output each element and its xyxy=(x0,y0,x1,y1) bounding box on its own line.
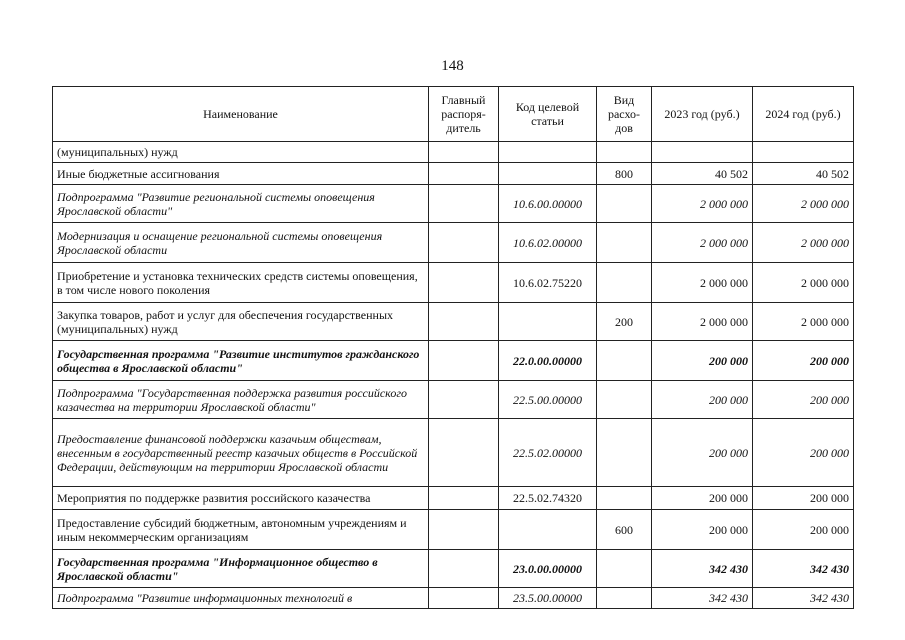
cell-y2023: 200 000 xyxy=(652,341,753,381)
cell-manager xyxy=(429,303,499,341)
cell-kind xyxy=(597,263,652,303)
table-row xyxy=(53,185,854,223)
header-kind: Вид расхо-дов xyxy=(597,87,652,142)
cell-code xyxy=(499,142,597,163)
cell-kind xyxy=(597,185,652,223)
cell-kind: 600 xyxy=(597,510,652,550)
cell-name: Предоставление субсидий бюджетным, автономным учреждениям и иным некоммерческим организациям xyxy=(53,510,429,550)
cell-y2024 xyxy=(753,142,854,163)
cell-y2024: 200 000 xyxy=(753,381,854,419)
cell-y2024: 200 000 xyxy=(753,341,854,381)
cell-y2023: 2 000 000 xyxy=(652,263,753,303)
cell-y2023: 200 000 xyxy=(652,510,753,550)
table-row xyxy=(53,419,854,487)
cell-y2023: 200 000 xyxy=(652,487,753,510)
cell-code: 22.5.02.00000 xyxy=(499,419,597,487)
cell-name: Закупка товаров, работ и услуг для обеспечения государственных (муниципальных) нужд xyxy=(53,303,429,341)
cell-y2023: 200 000 xyxy=(652,381,753,419)
cell-kind xyxy=(597,588,652,609)
table-row xyxy=(53,303,854,341)
table-row xyxy=(53,142,854,163)
table-row xyxy=(53,163,854,185)
table-row xyxy=(53,341,854,381)
cell-y2024: 2 000 000 xyxy=(753,263,854,303)
cell-manager xyxy=(429,263,499,303)
cell-code: 23.0.00.00000 xyxy=(499,550,597,588)
cell-name: Иные бюджетные ассигнования xyxy=(53,163,429,185)
cell-y2023: 200 000 xyxy=(652,419,753,487)
cell-manager xyxy=(429,341,499,381)
cell-y2024: 342 430 xyxy=(753,588,854,609)
table-row xyxy=(53,263,854,303)
cell-name: Модернизация и оснащение региональной системы оповещения Ярославской области xyxy=(53,223,429,263)
cell-name: Подпрограмма "Развитие информационных технологий в xyxy=(53,588,429,609)
cell-manager xyxy=(429,185,499,223)
cell-y2023: 342 430 xyxy=(652,550,753,588)
cell-kind xyxy=(597,142,652,163)
cell-kind xyxy=(597,341,652,381)
page-number: 148 xyxy=(441,58,464,74)
cell-y2023: 40 502 xyxy=(652,163,753,185)
cell-code xyxy=(499,303,597,341)
cell-manager xyxy=(429,223,499,263)
table-header-row xyxy=(53,87,854,142)
cell-manager xyxy=(429,163,499,185)
cell-y2023: 2 000 000 xyxy=(652,185,753,223)
cell-code: 10.6.02.00000 xyxy=(499,223,597,263)
cell-manager xyxy=(429,550,499,588)
cell-code: 22.0.00.00000 xyxy=(499,341,597,381)
cell-code xyxy=(499,163,597,185)
table-row xyxy=(53,223,854,263)
budget-table xyxy=(52,86,854,609)
cell-y2024: 200 000 xyxy=(753,510,854,550)
cell-y2023: 2 000 000 xyxy=(652,303,753,341)
table-row xyxy=(53,381,854,419)
cell-y2024: 2 000 000 xyxy=(753,303,854,341)
table-row xyxy=(53,487,854,510)
cell-kind: 800 xyxy=(597,163,652,185)
cell-kind xyxy=(597,381,652,419)
cell-manager xyxy=(429,419,499,487)
cell-y2024: 40 502 xyxy=(753,163,854,185)
cell-code: 10.6.02.75220 xyxy=(499,263,597,303)
cell-code: 10.6.00.00000 xyxy=(499,185,597,223)
cell-manager xyxy=(429,487,499,510)
cell-y2024: 342 430 xyxy=(753,550,854,588)
cell-name: Приобретение и установка технических средств системы оповещения, в том числе нового поколения xyxy=(53,263,429,303)
cell-code xyxy=(499,510,597,550)
header-manager: Главный распоря-дитель xyxy=(429,87,499,142)
cell-name: Мероприятия по поддержке развития российского казачества xyxy=(53,487,429,510)
cell-code: 22.5.00.00000 xyxy=(499,381,597,419)
cell-kind xyxy=(597,487,652,510)
header-2023: 2023 год (руб.) xyxy=(652,87,753,142)
cell-manager xyxy=(429,381,499,419)
cell-name: Подпрограмма "Развитие региональной системы оповещения Ярославской области" xyxy=(53,185,429,223)
cell-y2024: 200 000 xyxy=(753,419,854,487)
cell-manager xyxy=(429,588,499,609)
header-code: Код целевой статьи xyxy=(499,87,597,142)
cell-y2023: 2 000 000 xyxy=(652,223,753,263)
cell-name: (муниципальных) нужд xyxy=(53,142,429,163)
header-2024: 2024 год (руб.) xyxy=(753,87,854,142)
table-body xyxy=(53,142,854,609)
cell-name: Государственная программа "Информационное общество в Ярославской области" xyxy=(53,550,429,588)
header-name: Наименование xyxy=(53,87,429,142)
table-row xyxy=(53,550,854,588)
cell-kind xyxy=(597,550,652,588)
cell-y2024: 2 000 000 xyxy=(753,185,854,223)
cell-manager xyxy=(429,510,499,550)
cell-y2023 xyxy=(652,142,753,163)
cell-name: Предоставление финансовой поддержки казачьим обществам, внесенным в государственный реестр казачьих обществ в Российской Федерации, действующим на территории Ярославской области xyxy=(53,419,429,487)
cell-manager xyxy=(429,142,499,163)
table-row xyxy=(53,510,854,550)
cell-kind xyxy=(597,223,652,263)
cell-y2023: 342 430 xyxy=(652,588,753,609)
cell-code: 23.5.00.00000 xyxy=(499,588,597,609)
cell-y2024: 2 000 000 xyxy=(753,223,854,263)
table-row xyxy=(53,588,854,609)
cell-code: 22.5.02.74320 xyxy=(499,487,597,510)
cell-kind xyxy=(597,419,652,487)
cell-y2024: 200 000 xyxy=(753,487,854,510)
cell-kind: 200 xyxy=(597,303,652,341)
cell-name: Подпрограмма "Государственная поддержка развития российского казачества на территории Ярославской области" xyxy=(53,381,429,419)
cell-name: Государственная программа "Развитие институтов гражданского общества в Ярославской области" xyxy=(53,341,429,381)
